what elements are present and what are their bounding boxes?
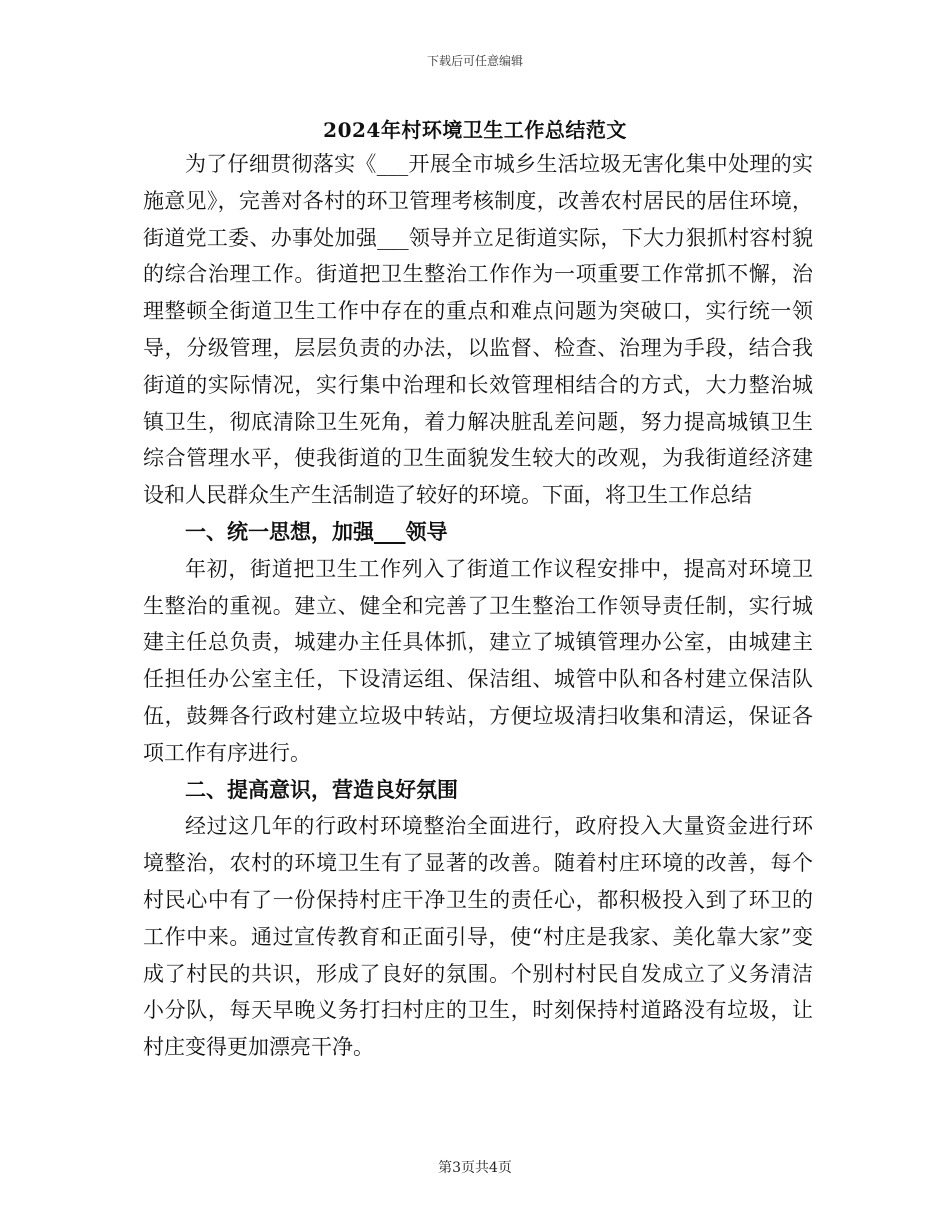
section-2-heading: 二、提高意识，营造良好氛围 — [185, 776, 458, 802]
page-number-footer: 第3页共4页 — [438, 1160, 512, 1176]
page-header-note: 下载后可任意编辑 — [426, 54, 523, 68]
section-2-paragraph: 经过这几年的行政村环境整治全面进行，政府投入大量资金进行环境整治，农村的环境卫生有了显著的改善。随着村庄环境的改善，每个村民心中有了一份保持村庄干净卫生的责任心，都积极投入到了环卫的工作中来。通过宣传教育和正面引导，使“村庄是我家、美化靠大家”变成了村民的共识，形成了良好的氛围。个别村村民自发成立了义务清洁小分队，每天早晚义务打扫村庄的卫生，时刻保持村道路没有垃圾，让村庄变得更加漂亮干净。 — [143, 814, 813, 1060]
intro-paragraph: 为了仔细贯彻落实《___开展全市城乡生活垃圾无害化集中处理的实施意见》，完善对各村的环卫管理考核制度，改善农村居民的居住环境，街道党工委、办事处加强___领导并立足街道实际，下大力狠抓村容村貌的综合治理工作。街道把卫生整治工作作为一项重要工作常抓不懈，治理整顿全街道卫生工作中存在的重点和难点问题为突破口，实行统一领导，分级管理，层层负责的办法，以监督、检查、治理为手段，结合我街道的实际情况，实行集中治理和长效管理相结合的方式，大力整治城镇卫生，彻底清除卫生死角，着力解决脏乱差问题，努力提高城镇卫生综合管理水平，使我街道的卫生面貌发生较大的改观，为我街道经济建设和人民群众生产生活制造了较好的环境。下面，将卫生工作总结 — [143, 152, 813, 508]
document-body — [143, 146, 813, 1066]
section-1-heading: 一、统一思想，加强___领导 — [185, 518, 448, 544]
document-title: 2024年村环境卫生工作总结范文 — [323, 118, 627, 142]
section-1-paragraph: 年初，街道把卫生工作列入了街道工作议程安排中，提高对环境卫生整治的重视。建立、健全和完善了卫生整治工作领导责任制，实行城建主任总负责，城建办主任具体抓，建立了城镇管理办公室，由城建主任担任办公室主任，下设清运组、保洁组、城管中队和各村建立保洁队伍，鼓舞各行政村建立垃圾中转站，方便垃圾清扫收集和清运，保证各项工作有序进行。 — [143, 556, 813, 765]
